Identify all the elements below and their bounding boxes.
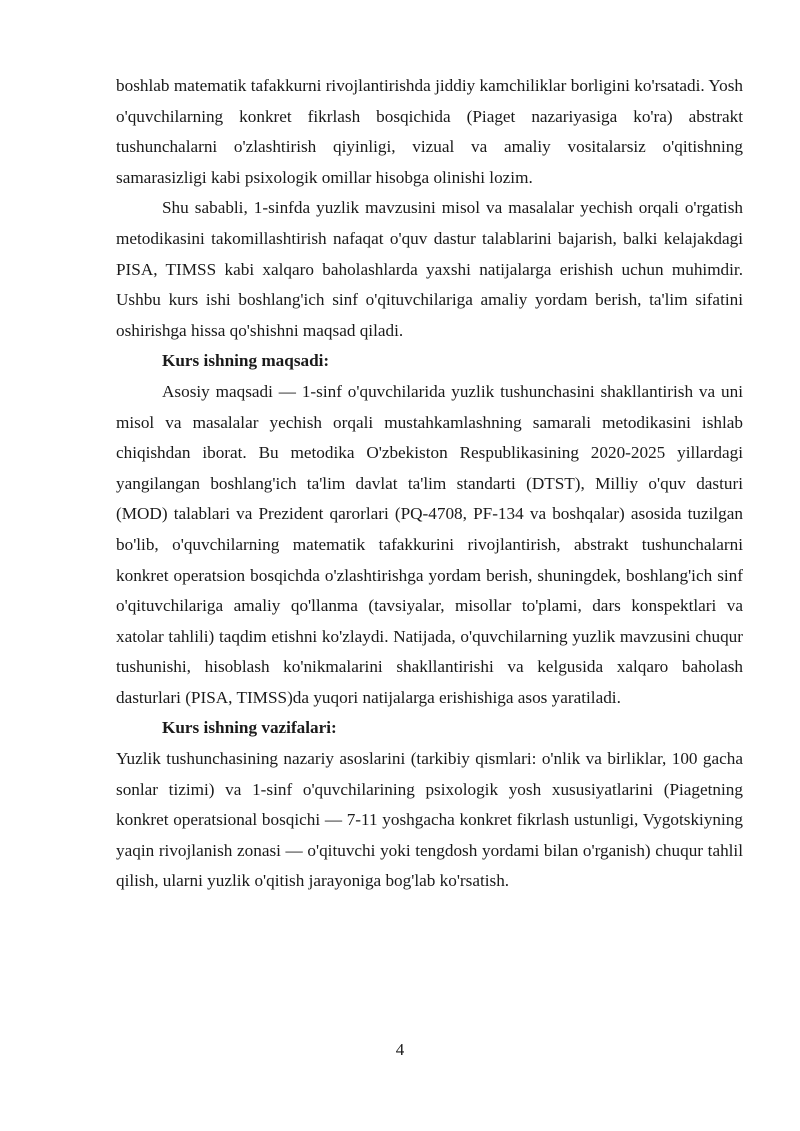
paragraph-tasks: Yuzlik tushunchasining nazariy asoslarini (tarkibiy qismlari: o'nlik va birliklar, 100 gacha sonlar tizimi) va 1-sinf o'quvchilarining psixologik yosh xususiyatlarini (Piagetning konkret operatsional bosqichi — 7-11 yoshgacha konkret fikrlash ustunligi, Vygotskiyning yaqin rivojlanish zonasi — o'qituvchi yoki tengdosh yordami bilan o'rganish) chuqur tahlil qilish, ularni yuzlik o'qitish jarayoniga bog'lab ko'rsatish.	[116, 749, 743, 891]
paragraph-relevance: Shu sababli, 1-sinfda yuzlik mavzusini misol va masalalar yechish orqali o'rgatish metodikasini takomillashtirish nafaqat o'quv dastur talablarini bajarish, balki kelajakdagi PISA, TIMSS kabi xalqaro baholashlarda yaxshi natijalarga erishish uchun muhimdir. Ushbu kurs ishi boshlang'ich sinf o'qituvchilariga amaliy yordam berish, ta'lim sifatini oshirishga hissa qo'shishni maqsad qiladi.	[116, 198, 743, 340]
paragraph-goal: Asosiy maqsadi — 1-sinf o'quvchilarida yuzlik tushunchasini shakllantirish va uni misol va masalalar yechish orqali mustahkamlashning samarali metodikasini ishlab chiqishdan iborat. Bu metodika O'zbekiston Respublikasining 2020-2025 yillardagi yangilangan boshlang'ich ta'lim davlat ta'lim standarti (DTST), Milliy o'quv dasturi (MOD) talablari va Prezident qarorlari (PQ-4708, PF-134 va boshqalar) asosida tuzilgan bo'lib, o'quvchilarning matematik tafakkurini rivojlantirish, abstrakt tushunchalarni konkret operatsion bosqichda o'zlashtirishga yordam berish, shuningdek, boshlang'ich sinf o'qituvchilariga amaliy qo'llanma (tavsiyalar, misollar to'plami, dars konspektlari va xatolar tahlili) taqdim etishni ko'zlaydi. Natijada, o'quvchilarning yuzlik mavzusini chuqur tushunishi, hisoblash ko'nikmalarini shakllantirishi va kelgusida xalqaro baholash dasturlari (PISA, TIMSS)da yuqori natijalarga erishishiga asos yaratiladi.	[116, 381, 743, 707]
heading-goal: Kurs ishning maqsadi:	[162, 351, 330, 371]
page-number: 4	[395, 1040, 405, 1059]
paragraph-intro-continuation: boshlab matematik tafakkurni rivojlantirishda jiddiy kamchiliklar borligini ko'rsatadi. Yosh o'quvchilarning konkret fikrlash bosqichida (Piaget nazariyasiga ko'ra) abstrakt tushunchalarni o'zlashtirish qiyinligi, vizual va amaliy vositalarsiz o'qitishning samarasizligi kabi psixologik omillar hisobga olinishi lozim.	[116, 76, 743, 187]
heading-tasks: Kurs ishning vazifalari:	[162, 718, 337, 738]
document-page	[116, 71, 743, 897]
